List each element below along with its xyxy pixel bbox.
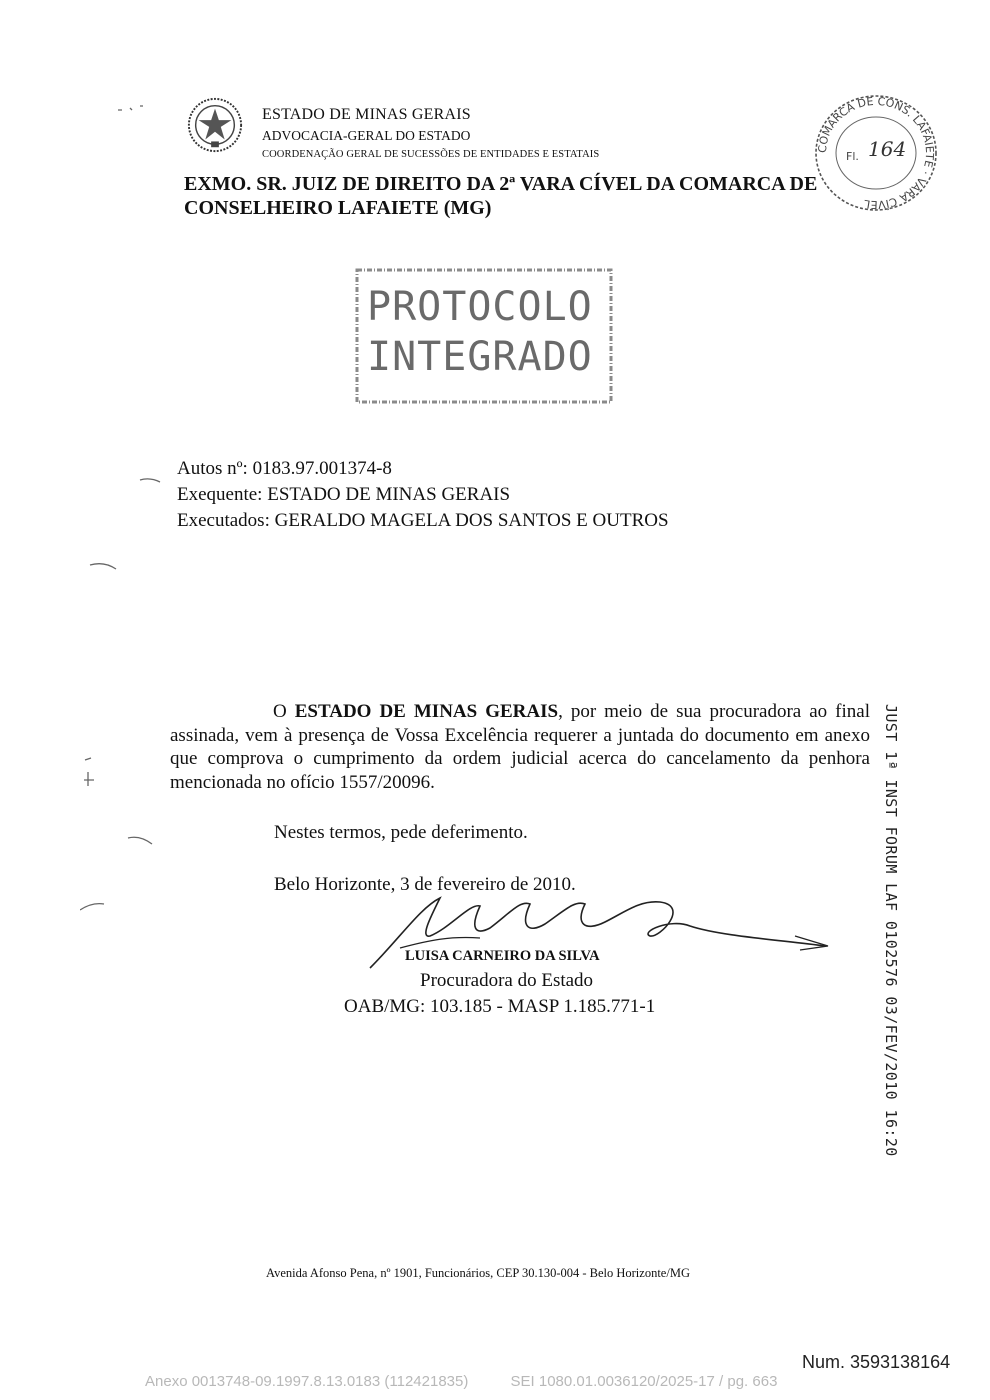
folio-prefix: Fl. — [846, 150, 859, 163]
comarca-seal-stamp — [808, 90, 944, 216]
annex-reference: Anexo 0013748-09.1997.8.13.0183 (112421835) — [145, 1373, 469, 1390]
handwritten-signature — [360, 888, 830, 980]
margin-marks — [80, 100, 180, 920]
header-agency: ADVOCACIA-GERAL DO ESTADO — [262, 128, 471, 143]
header-coordination: COORDENAÇÃO GERAL DE SUCESSÕES DE ENTIDADES E ESTATAIS — [262, 149, 600, 160]
body-lead: O — [273, 701, 295, 722]
signer-role: Procuradora do Estado — [420, 970, 594, 991]
sei-reference: SEI 1080.01.0036120/2025-17 / pg. 663 — [510, 1373, 778, 1390]
coat-of-arms-icon — [186, 95, 244, 155]
body-party: ESTADO DE MINAS GERAIS — [294, 701, 559, 722]
footer-address: Avenida Afonso Pena, nº 1901, Funcionários, CEP 30.130-004 - Belo Horizonte/MG — [266, 1266, 690, 1280]
signer-registration: OAB/MG: 103.185 - MASP 1.185.771-1 — [344, 996, 656, 1017]
vertical-protocol-stamp — [870, 704, 910, 1157]
folio-number: 164 — [868, 137, 907, 161]
petition-body — [170, 700, 870, 794]
case-number: Autos nº: 0183.97.001374-8 — [177, 458, 392, 479]
vertical-stamp-text: JUST 1ª INST FORUM LAF 0102576 03/FEV/2010 16:20 — [882, 704, 900, 1157]
protocol-line-1: PROTOCOLO — [367, 284, 593, 330]
protocol-stamp — [355, 268, 613, 404]
protocol-line-2: INTEGRADO — [367, 334, 593, 380]
header-state: ESTADO DE MINAS GERAIS — [262, 106, 471, 123]
addressee-line-2: CONSELHEIRO LAFAIETE (MG) — [184, 197, 492, 219]
document-number: Num. 3593138164 — [802, 1352, 951, 1372]
signer-name: LUISA CARNEIRO DA SILVA — [405, 948, 600, 964]
addressee — [184, 172, 914, 220]
body-text: , por meio de sua procuradora ao final assinada, vem à presença de Vossa Excelência requerer a juntada do documento em anexo que comprova o cumprimento da ordem judicial acerca do cancelamento da penhora mencionada no ofício 1557/20096. — [170, 701, 870, 793]
addressee-line-1: EXMO. SR. JUIZ DE DIREITO DA 2ª VARA CÍVEL DA COMARCA DE — [184, 173, 818, 195]
closing-request: Nestes termos, pede deferimento. — [274, 822, 528, 843]
case-plaintiff: Exequente: ESTADO DE MINAS GERAIS — [177, 484, 511, 505]
comarca-ring-text: COMARCA DE CONS. LAFAIETE · VARA CÍVEL — [815, 94, 937, 212]
footer-meta — [145, 1373, 815, 1390]
closing-place-date: Belo Horizonte, 3 de fevereiro de 2010. — [274, 874, 576, 895]
case-defendants: Executados: GERALDO MAGELA DOS SANTOS E OUTROS — [177, 510, 669, 531]
